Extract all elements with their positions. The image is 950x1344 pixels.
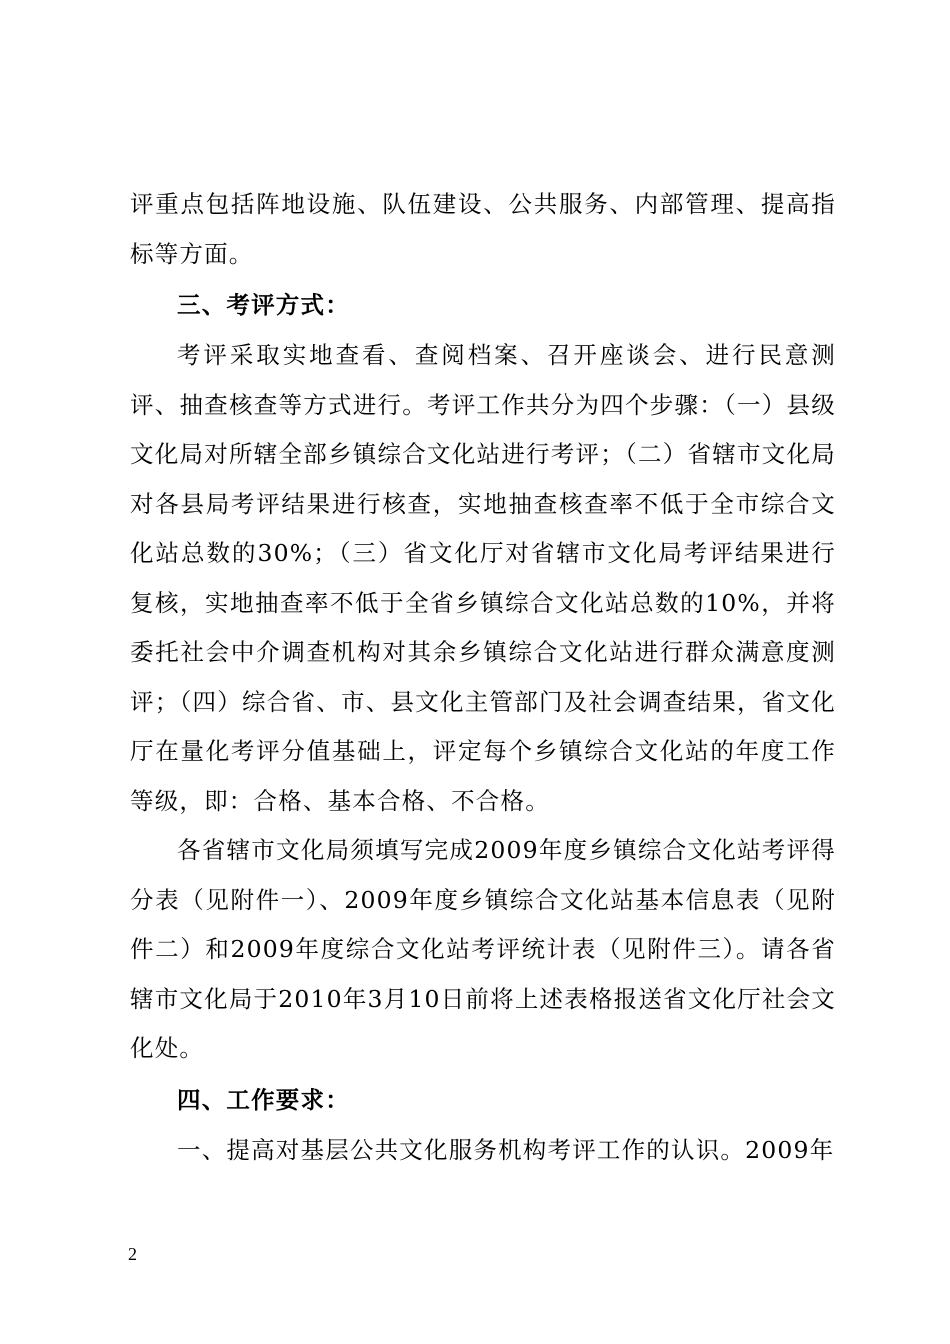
document-body	[130, 180, 836, 1175]
paragraph-continuation: 评重点包括阵地设施、队伍建设、公共服务、内部管理、提高指标等方面。	[130, 190, 836, 268]
paragraph-requirement-one: 一、提高对基层公共文化服务机构考评工作的认识。2009年	[177, 1135, 835, 1164]
paragraph-forms-submission: 各省辖市文化局须填写完成2009年度乡镇综合文化站考评得分表（见附件一）、2009年度乡镇综合文化站基本信息表（见附件二）和2009年度综合文化站考评统计表（见附件三）。请各省辖市文化局于2010年3月10日前将上述表格报送省文化厅社会文化处。	[130, 836, 836, 1062]
section-heading-evaluation-method: 三、考评方式：	[177, 291, 350, 319]
page-number: 2	[128, 1244, 137, 1264]
section-heading-work-requirements: 四、工作要求：	[177, 1085, 350, 1114]
paragraph-evaluation-method: 考评采取实地查看、查阅档案、召开座谈会、进行民意测评、抽查核查等方式进行。考评工作共分为四个步骤：（一）县级文化局对所辖全部乡镇综合文化站进行考评；（二）省辖市文化局对各县局考评结果进行核查，实地抽查核查率不低于全市综合文化站总数的30%；（三）省文化厅对省辖市文化局考评结果进行复核，实地抽查率不低于全省乡镇综合文化站总数的10%，并将委托社会中介调查机构对其余乡镇综合文化站进行群众满意度测评；（四）综合省、市、县文化主管部门及社会调查结果，省文化厅在量化考评分值基础上，评定每个乡镇综合文化站的年度工作等级，即：合格、基本合格、不合格。	[130, 341, 836, 815]
